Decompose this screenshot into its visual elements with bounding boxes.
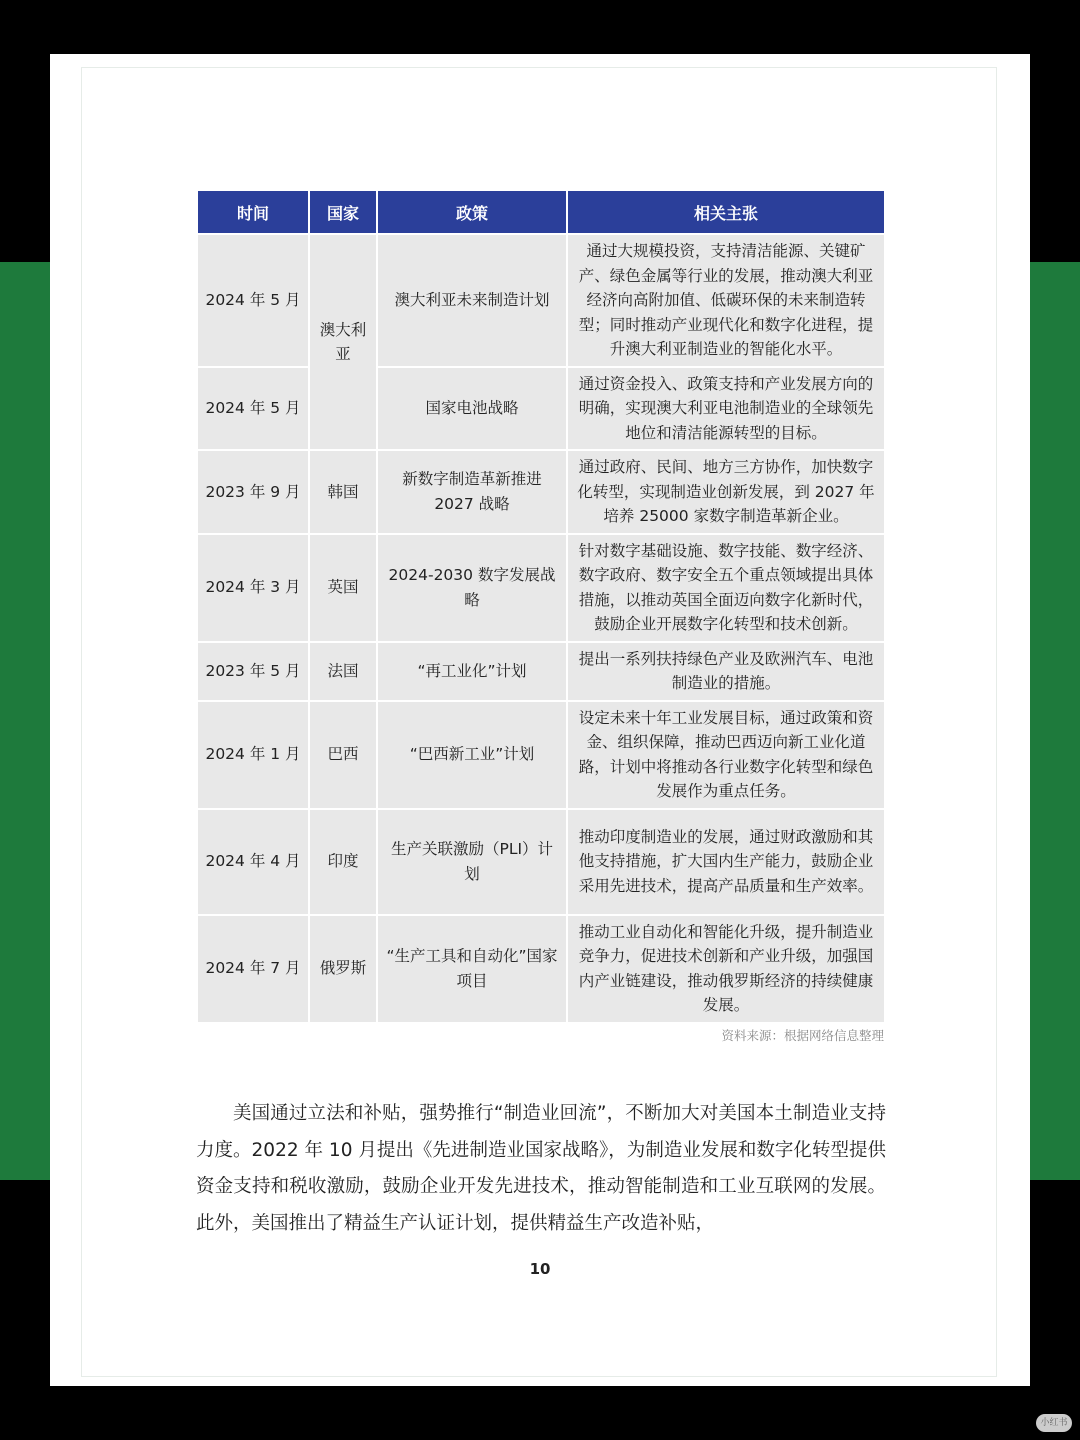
cell-time: 2023 年 9 月	[197, 450, 309, 534]
cell-time: 2024 年 5 月	[197, 234, 309, 367]
table-header-row	[197, 190, 885, 234]
body-paragraph: 美国通过立法和补贴，强势推行“制造业回流”，不断加大对美国本土制造业支持力度。2022 年 10 月提出《先进制造业国家战略》，为制造业发展和数字化转型提供资金支持和税收激励，鼓励企业开发先进技术，推动智能制造和工业互联网的发展。此外，美国推出了精益生产认证计划，提供精益生产改造补贴，	[196, 1103, 886, 1234]
header-claim: 相关主张	[567, 190, 885, 234]
platform-watermark: 小红书	[1036, 1414, 1072, 1432]
cell-country: 印度	[309, 809, 377, 915]
cell-country: 澳大利亚	[309, 234, 377, 450]
cell-time: 2024 年 5 月	[197, 367, 309, 451]
cell-claim: 通过资金投入、政策支持和产业发展方向的明确，实现澳大利亚电池制造业的全球领先地位和清洁能源转型的目标。	[567, 367, 885, 451]
cell-country: 巴西	[309, 701, 377, 809]
table-row	[197, 450, 885, 534]
cell-policy: 澳大利亚未来制造计划	[377, 234, 567, 367]
cell-claim: 针对数字基础设施、数字技能、数字经济、数字政府、数字安全五个重点领域提出具体措施，以推动英国全面迈向数字化新时代，鼓励企业开展数字化转型和技术创新。	[567, 534, 885, 642]
cell-claim: 通过大规模投资，支持清洁能源、关键矿产、绿色金属等行业的发展，推动澳大利亚经济向高附加值、低碳环保的未来制造转型；同时推动产业现代化和数字化进程，提升澳大利亚制造业的智能化水平。	[567, 234, 885, 367]
page-number: 10	[529, 1260, 551, 1278]
cell-claim: 推动印度制造业的发展，通过财政激励和其他支持措施，扩大国内生产能力，鼓励企业采用先进技术，提高产品质量和生产效率。	[567, 809, 885, 915]
cell-policy: 生产关联激励（PLI）计划	[377, 809, 567, 915]
cell-claim: 推动工业自动化和智能化升级，提升制造业竞争力，促进技术创新和产业升级，加强国内产业链建设，推动俄罗斯经济的持续健康发展。	[567, 915, 885, 1023]
table-row	[197, 367, 885, 451]
cell-policy: 国家电池战略	[377, 367, 567, 451]
cell-country: 韩国	[309, 450, 377, 534]
header-country: 国家	[309, 190, 377, 234]
source-note: 资料来源：根据网络信息整理	[721, 1028, 884, 1043]
cell-country: 俄罗斯	[309, 915, 377, 1023]
cell-policy: 2024-2030 数字发展战略	[377, 534, 567, 642]
table-row	[197, 642, 885, 701]
cell-country: 法国	[309, 642, 377, 701]
policy-table	[196, 189, 886, 1024]
table-row	[197, 809, 885, 915]
cell-policy: 新数字制造革新推进 2027 战略	[377, 450, 567, 534]
cell-time: 2024 年 4 月	[197, 809, 309, 915]
cell-policy: “生产工具和自动化”国家项目	[377, 915, 567, 1023]
cell-claim: 提出一系列扶持绿色产业及欧洲汽车、电池制造业的措施。	[567, 642, 885, 701]
table-row	[197, 234, 885, 367]
cell-time: 2023 年 5 月	[197, 642, 309, 701]
header-policy: 政策	[377, 190, 567, 234]
table-row	[197, 534, 885, 642]
table-row	[197, 915, 885, 1023]
header-time: 时间	[197, 190, 309, 234]
document-page	[50, 54, 1030, 1386]
cell-time: 2024 年 1 月	[197, 701, 309, 809]
cell-claim: 通过政府、民间、地方三方协作，加快数字化转型，实现制造业创新发展，到 2027 年培养 25000 家数字制造革新企业。	[567, 450, 885, 534]
table-row	[197, 701, 885, 809]
cell-policy: “巴西新工业”计划	[377, 701, 567, 809]
cell-policy: “再工业化”计划	[377, 642, 567, 701]
cell-time: 2024 年 7 月	[197, 915, 309, 1023]
cell-time: 2024 年 3 月	[197, 534, 309, 642]
cell-country: 英国	[309, 534, 377, 642]
cell-claim: 设定未来十年工业发展目标，通过政策和资金、组织保障，推动巴西迈向新工业化道路，计划中将推动各行业数字化转型和绿色发展作为重点任务。	[567, 701, 885, 809]
